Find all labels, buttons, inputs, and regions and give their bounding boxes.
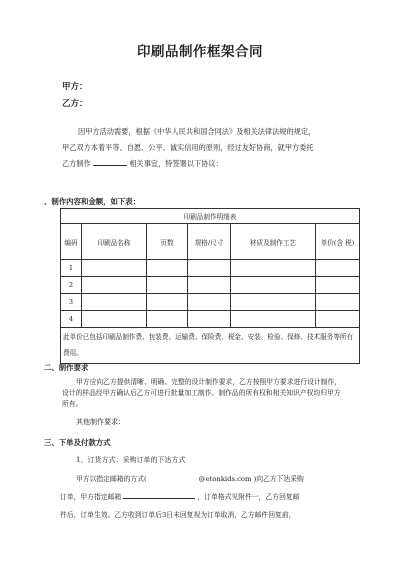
clause-3-1: 1、订货方式：采购订单的下达方式 (76, 456, 186, 464)
table-caption: 印刷品制作明细表 (61, 209, 360, 224)
cell (82, 260, 147, 277)
table-row (61, 260, 360, 277)
table-header-row (61, 224, 360, 260)
cell (316, 294, 360, 311)
header-cell: 单价(含 税) (316, 224, 360, 260)
body-line-2b: ，订单格式见附件一，乙方回复邮 (197, 493, 300, 501)
section-2-heading: 二、制作要求 (44, 363, 89, 372)
body-line-1a: 甲方以指定邮箱的方式( (76, 475, 147, 483)
body-line-3: 件后，订单生效。乙方收到订单后3日未回复视为订单取消，乙方邮件回复前， (60, 511, 296, 519)
cell (147, 260, 188, 277)
cell (82, 294, 147, 311)
preamble (62, 124, 342, 172)
cell (231, 311, 316, 328)
header-cell: 印刷品名称 (82, 224, 147, 260)
cell (231, 294, 316, 311)
row-number: 4 (61, 311, 82, 328)
cell (188, 260, 231, 277)
header-cell: 材质及制作工艺 (231, 224, 316, 260)
email-domain: @etonkids.com (198, 475, 252, 483)
cell (188, 277, 231, 294)
section-1-heading: 、制作内容和金额，如下表： (44, 197, 141, 206)
section-3-body (60, 470, 350, 524)
mailbox-blank (123, 490, 195, 499)
cell (188, 311, 231, 328)
cell (231, 260, 316, 277)
party-b-label: 乙方： (62, 99, 88, 109)
cell (147, 294, 188, 311)
cell (147, 311, 188, 328)
cell (147, 277, 188, 294)
preamble-line-1: 因甲方活动需要，根据《中华人民共和国合同法》及相关法律法规的规定， (78, 127, 316, 136)
body-line-1b: )向乙方下达采购 (253, 475, 304, 483)
section-2-paragraph: 甲方应向乙方提供清晰、明确、完整的设计制作要求，乙方按照甲方要求进行设计制作，设计的样品经甲方确认后乙方可进行批量加工制作。制作品的所有权和相关知识产权均归甲方所有。 (62, 378, 342, 408)
body-line-2a: 订单，甲方指定邮箱 (60, 493, 122, 501)
cell (316, 260, 360, 277)
other-requirements: 其他制作要求： (76, 418, 125, 426)
section-3-heading: 三、下单及付款方式 (44, 438, 111, 447)
row-number: 1 (61, 260, 82, 277)
cell (316, 277, 360, 294)
cell (188, 294, 231, 311)
header-cell: 规格/尺寸 (188, 224, 231, 260)
party-a-label: 甲方： (62, 82, 88, 92)
row-number: 2 (61, 277, 82, 294)
table-row (61, 311, 360, 328)
cell (82, 311, 147, 328)
table-row (61, 277, 360, 294)
document-title: 印刷品制作框架合同 (137, 44, 263, 60)
preamble-blank (93, 157, 127, 166)
table-note: 此单价已包括印刷品制作费、包装费、运输费、保险费、税金、安装、检验、保修、技术服务等所有费用。 (61, 328, 360, 364)
table-row (61, 294, 360, 311)
detail-table (60, 208, 360, 364)
cell (231, 277, 316, 294)
header-cell: 页数 (147, 224, 188, 260)
section-2-body (62, 377, 344, 410)
header-cell: 编码 (61, 224, 82, 260)
preamble-line-2: 甲乙双方本着平等、自愿、公平、诚实信用的原则，经过友好协商，就甲方委托 (62, 143, 314, 152)
row-number: 3 (61, 294, 82, 311)
preamble-line-3b: 相关事宜，特签署以下协议： (129, 159, 223, 168)
cell (82, 277, 147, 294)
preamble-line-3a: 乙方制作 (62, 159, 91, 168)
cell (316, 311, 360, 328)
